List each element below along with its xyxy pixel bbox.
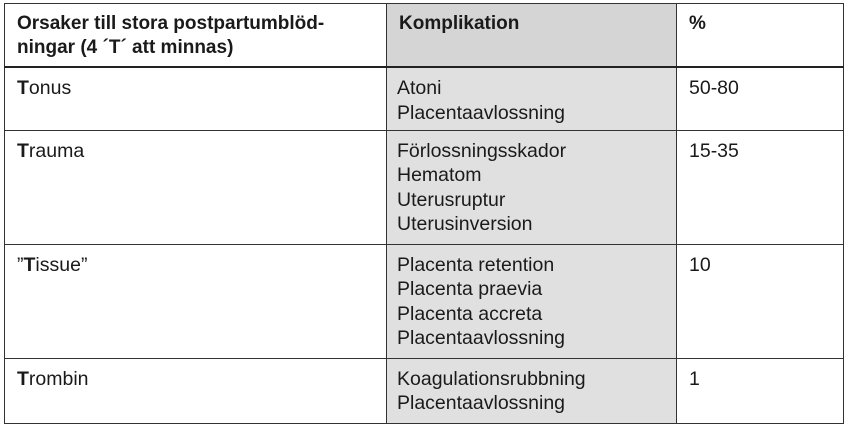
complication-item: Placentaavlossning [397, 327, 566, 349]
table-row [5, 67, 844, 130]
cause-initial: T [17, 77, 29, 99]
complication-cell [387, 358, 677, 423]
cause-cell [5, 130, 387, 244]
complication-item: Atoni [397, 77, 442, 99]
complication-item: Placenta accreta [397, 302, 543, 325]
percent-cell: 10 [677, 244, 844, 358]
header-percent: % [677, 4, 844, 68]
complication-cell [387, 244, 677, 358]
cause-cell [5, 358, 387, 423]
header-complication: Komplikation [387, 4, 677, 68]
header-cause-line2: ningar (4 ´T´ att minnas) [17, 37, 234, 58]
cause-rest: rombin [28, 367, 89, 390]
percent-cell: 15-35 [677, 130, 844, 244]
cause-cell [5, 244, 387, 358]
complication-item: Uterusinversion [397, 213, 533, 235]
header-row [5, 4, 844, 68]
complication-cell [387, 67, 677, 130]
complication-cell [387, 130, 677, 244]
cause-initial: T [17, 367, 29, 390]
complication-item: Placenta praevia [397, 278, 543, 300]
cause-prefix: ” [17, 253, 24, 276]
cause-rest: rauma [28, 139, 85, 162]
cause-initial: T [23, 253, 36, 276]
header-cause [5, 4, 387, 68]
percent-cell: 50-80 [677, 67, 844, 130]
complication-item: Uterusruptur [397, 188, 506, 211]
header-cause-line1: Orsaker till stora postpartumblöd- [17, 13, 325, 34]
table-row [5, 244, 844, 358]
percent-cell: 1 [677, 358, 844, 423]
cause-cell [5, 67, 387, 130]
complication-item: Placenta retention [397, 253, 555, 276]
complication-item: Hematom [397, 164, 482, 186]
complication-item: Koagulationsrubbning [397, 367, 586, 390]
postpartum-hemorrhage-table [4, 3, 844, 424]
table-row [5, 358, 844, 423]
complication-item: Placentaavlossning [397, 101, 566, 124]
cause-initial: T [17, 139, 29, 162]
complication-item: Förlossningsskador [397, 139, 567, 162]
cause-rest: onus [28, 77, 72, 99]
complication-item: Placentaavlossning [397, 392, 566, 414]
table-row [5, 130, 844, 244]
cause-rest: issue” [35, 253, 88, 276]
